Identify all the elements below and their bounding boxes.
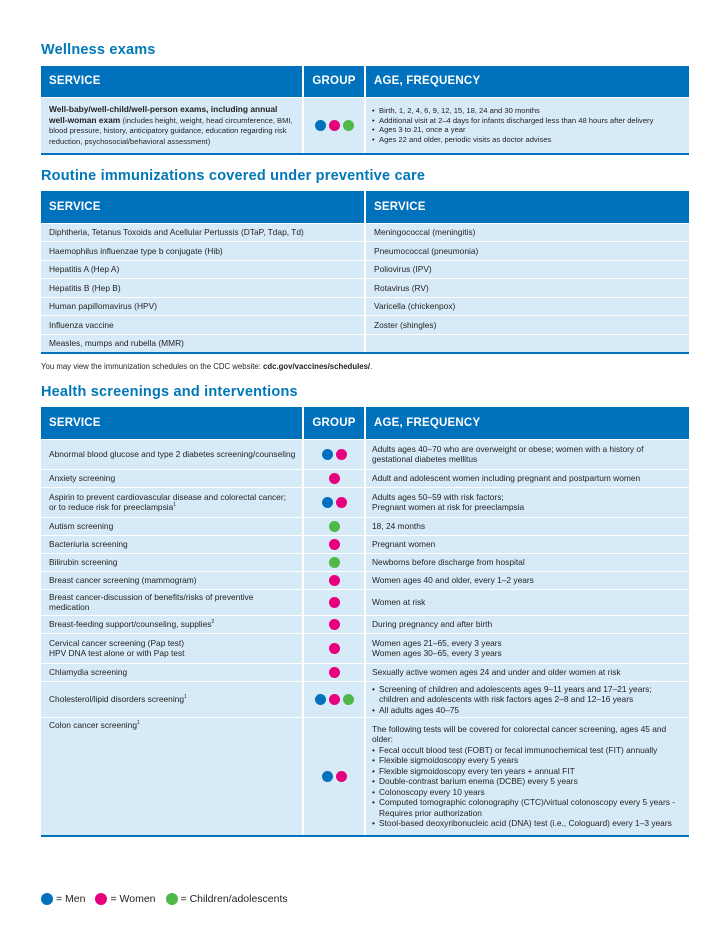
service-cell	[41, 553, 303, 571]
frequency-text: Women ages 30–65, every 3 years	[372, 648, 502, 658]
table-row	[41, 223, 689, 242]
vaccine-cell: Zoster (shingles)	[365, 316, 689, 335]
table-row	[41, 615, 689, 633]
frequency-cell	[365, 663, 689, 681]
women-dot	[329, 694, 340, 705]
list-item: • Colonoscopy every 10 years	[372, 787, 683, 798]
service-name: Autism screening	[49, 520, 114, 531]
service-cell	[41, 517, 303, 535]
frequency-text: During pregnancy and after birth	[372, 618, 493, 629]
table-row	[41, 718, 689, 836]
group-cell	[303, 97, 365, 154]
service-cell	[41, 439, 303, 469]
list-item: • Screening of children and adolescents ages 9–11 years and 17–21 years; children and adolescents with risk factors ages 2–8 and 12–16 years	[372, 684, 683, 705]
vaccine-cell: Hepatitis B (Hep B)	[41, 279, 365, 298]
col-header-group: GROUP	[303, 66, 365, 97]
service-name: Cervical cancer screening (Pap test)	[49, 637, 184, 648]
men-dot	[315, 120, 326, 131]
list-item: • Stool-based deoxyribonucleic acid (DNA) test (i.e., Cologuard) every 1–3 years	[372, 818, 683, 829]
men-dot	[322, 449, 333, 460]
table-row	[41, 439, 689, 469]
group-cell	[303, 535, 365, 553]
table-row	[41, 260, 689, 279]
col-header-service-right: SERVICE	[365, 191, 689, 223]
footnote-marker: 2	[211, 618, 215, 625]
frequency-cell	[365, 439, 689, 469]
vaccine-cell: Poliovirus (IPV)	[365, 260, 689, 279]
women-dot	[329, 473, 340, 484]
group-cell	[303, 615, 365, 633]
frequency-cell	[365, 535, 689, 553]
vaccine-cell: Diphtheria, Tetanus Toxoids and Acellular Pertussis (DTaP, Tdap, Td)	[41, 223, 365, 242]
list-item: • Flexible sigmoidoscopy every 5 years	[372, 755, 683, 766]
service-cell	[41, 633, 303, 663]
women-dot	[329, 539, 340, 550]
group-cell	[303, 469, 365, 487]
service-name: Colon cancer screening	[49, 720, 137, 730]
footnote-marker: 1	[184, 694, 187, 701]
service-name: Breast cancer screening (mammogram)	[49, 574, 197, 585]
service-cell	[41, 535, 303, 553]
col-header-frequency: AGE, FREQUENCY	[365, 66, 689, 97]
table-row	[41, 681, 689, 718]
table-row	[41, 297, 689, 316]
women-dot	[329, 643, 340, 654]
service-name: Chlamydia screening	[49, 666, 128, 677]
footnote-marker: 1	[137, 720, 140, 727]
frequency-text: Adults ages 40–70 who are overweight or obese; women with a history of gestational diabetes mellitus	[372, 443, 644, 464]
women-dot	[95, 893, 107, 905]
frequency-list	[372, 106, 683, 144]
service-cell	[41, 487, 303, 517]
table-row	[41, 535, 689, 553]
children-dot	[343, 694, 354, 705]
wellness-title: Wellness exams	[41, 42, 156, 58]
children-dot	[343, 120, 354, 131]
group-cell	[303, 517, 365, 535]
frequency-cell	[365, 681, 689, 718]
service-name: Aspirin to prevent cardiovascular disease and colorectal cancer;	[49, 491, 286, 502]
service-cell	[41, 469, 303, 487]
frequency-intro: The following tests will be covered for colorectal cancer screening, ages 45 and older:	[372, 723, 667, 745]
women-dot	[329, 597, 340, 608]
footnote-marker: 1	[173, 502, 177, 509]
men-dot	[315, 694, 326, 705]
wellness-table	[41, 66, 689, 155]
service-name: Bilirubin screening	[49, 556, 118, 567]
list-item: • Fecal occult blood test (FOBT) or fecal immunochemical test (FIT) annually	[372, 745, 683, 756]
immunization-note: You may view the immunization schedules on the CDC website: cdc.gov/vaccines/schedules/.	[41, 362, 373, 371]
group-cell	[303, 633, 365, 663]
list-item: • Additional visit at 2–4 days for infants discharged less than 48 hours after delivery	[372, 116, 683, 126]
vaccine-cell: Human papillomavirus (HPV)	[41, 297, 365, 316]
frequency-text: Sexually active women ages 24 and under and older women at risk	[372, 666, 621, 677]
women-dot	[336, 771, 347, 782]
frequency-cell	[365, 718, 689, 836]
list-item: • Double-contrast barium enema (DCBE) every 5 years	[372, 776, 683, 787]
service-name: Abnormal blood glucose and type 2 diabetes screening/counseling	[49, 448, 296, 459]
legend	[41, 893, 298, 905]
women-dot	[329, 120, 340, 131]
legend-women: = Women	[95, 893, 155, 905]
service-name: Bacteriuria screening	[49, 538, 128, 549]
service-cell	[41, 663, 303, 681]
men-dot	[322, 771, 333, 782]
vaccine-cell: Hepatitis A (Hep A)	[41, 260, 365, 279]
service-detail: (includes height, weight, head circumference, BMI, blood pressure, history, anticipatory guidance, education regarding risk reduction, psychosocial/behavioral assessment)	[49, 115, 293, 146]
frequency-text: Newborns before discharge from hospital	[372, 556, 525, 567]
group-cell	[303, 663, 365, 681]
service-name: Anxiety screening	[49, 472, 116, 483]
table-row	[41, 571, 689, 589]
group-cell	[303, 589, 365, 615]
immunizations-table	[41, 191, 689, 354]
children-dot	[166, 893, 178, 905]
women-dot	[329, 667, 340, 678]
women-dot	[329, 575, 340, 586]
service-cell	[41, 97, 303, 154]
service-cell	[41, 615, 303, 633]
frequency-text: Women ages 40 and older, every 1–2 years	[372, 574, 534, 585]
vaccine-cell: Influenza vaccine	[41, 316, 365, 335]
frequency-cell	[365, 487, 689, 517]
list-item: • Birth, 1, 2, 4, 6, 9, 12, 15, 18, 24 and 30 months	[372, 106, 683, 116]
list-item: • Flexible sigmoidoscopy every ten years + annual FIT	[372, 766, 683, 777]
service-name: Breast-feeding support/counseling, supplies	[49, 618, 212, 629]
screenings-title: Health screenings and interventions	[41, 384, 298, 400]
service-name: Breast cancer-discussion of benefits/risks of preventive medication	[49, 591, 254, 612]
group-cell	[303, 487, 365, 517]
list-item: • Ages 22 and older, periodic visits as doctor advises	[372, 135, 683, 145]
table-row	[41, 487, 689, 517]
frequency-cell	[365, 615, 689, 633]
service-name: Cholesterol/lipid disorders screening	[49, 694, 184, 704]
col-header-service: SERVICE	[41, 407, 303, 439]
col-header-service-left: SERVICE	[41, 191, 365, 223]
women-dot	[336, 497, 347, 508]
frequency-cell	[365, 97, 689, 154]
group-cell	[303, 681, 365, 718]
screenings-table	[41, 407, 689, 837]
frequency-cell	[365, 517, 689, 535]
service-cell	[41, 681, 303, 718]
frequency-cell	[365, 589, 689, 615]
vaccine-cell: Rotavirus (RV)	[365, 279, 689, 298]
list-item: • Computed tomographic colonography (CTC)/virtual colonoscopy every 5 years - Requires prior authorization	[372, 797, 683, 818]
immunizations-title: Routine immunizations covered under preventive care	[41, 168, 426, 184]
table-row	[41, 553, 689, 571]
service-cell	[41, 589, 303, 615]
table-row	[41, 279, 689, 298]
table-row	[41, 316, 689, 335]
table-row	[41, 589, 689, 615]
frequency-text: Women at risk	[372, 596, 426, 607]
vaccine-cell: Measles, mumps and rubella (MMR)	[41, 334, 365, 353]
frequency-text: Adults ages 50–59 with risk factors;	[372, 491, 504, 502]
list-item: • All adults ages 40–75	[372, 705, 683, 716]
table-row	[41, 97, 689, 154]
men-dot	[41, 893, 53, 905]
women-dot	[336, 449, 347, 460]
col-header-service: SERVICE	[41, 66, 303, 97]
vaccine-cell: Haemophilus influenzae type b conjugate (Hib)	[41, 242, 365, 261]
table-row	[41, 517, 689, 535]
frequency-text: Pregnant women at risk for preeclampsia	[372, 502, 525, 512]
children-dot	[329, 557, 340, 568]
service-name: or to reduce risk for preeclampsia	[49, 502, 174, 512]
women-dot	[329, 619, 340, 630]
table-row	[41, 663, 689, 681]
group-cell	[303, 718, 365, 836]
cdc-link[interactable]: cdc.gov/vaccines/schedules/	[263, 362, 371, 371]
frequency-text: Pregnant women	[372, 538, 436, 549]
service-name: Well-baby/well-child/well-person exams, including annual well-woman exam	[49, 104, 278, 125]
frequency-cell	[365, 553, 689, 571]
service-cell	[41, 718, 303, 836]
frequency-cell	[365, 571, 689, 589]
vaccine-cell: Varicella (chickenpox)	[365, 297, 689, 316]
frequency-list	[372, 745, 683, 829]
service-name: HPV DNA test alone or with Pap test	[49, 648, 185, 658]
frequency-text: Adult and adolescent women including pregnant and postpartum women	[372, 472, 641, 483]
men-dot	[322, 497, 333, 508]
col-header-frequency: AGE, FREQUENCY	[365, 407, 689, 439]
vaccine-cell: Meningococcal (meningitis)	[365, 223, 689, 242]
group-cell	[303, 553, 365, 571]
group-cell	[303, 439, 365, 469]
table-row	[41, 633, 689, 663]
legend-children: = Children/adolescents	[166, 893, 288, 905]
frequency-cell	[365, 633, 689, 663]
frequency-list	[372, 684, 683, 716]
service-cell	[41, 571, 303, 589]
vaccine-cell: Pneumococcal (pneumonia)	[365, 242, 689, 261]
table-row	[41, 469, 689, 487]
frequency-cell	[365, 469, 689, 487]
frequency-text: 18, 24 months	[372, 520, 426, 531]
col-header-group: GROUP	[303, 407, 365, 439]
vaccine-cell	[365, 334, 689, 353]
table-row	[41, 334, 689, 353]
children-dot	[329, 521, 340, 532]
list-item: • Ages 3 to 21, once a year	[372, 125, 683, 135]
group-cell	[303, 571, 365, 589]
legend-men: = Men	[41, 893, 85, 905]
frequency-text: Women ages 21–65, every 3 years	[372, 637, 502, 648]
table-row	[41, 242, 689, 261]
